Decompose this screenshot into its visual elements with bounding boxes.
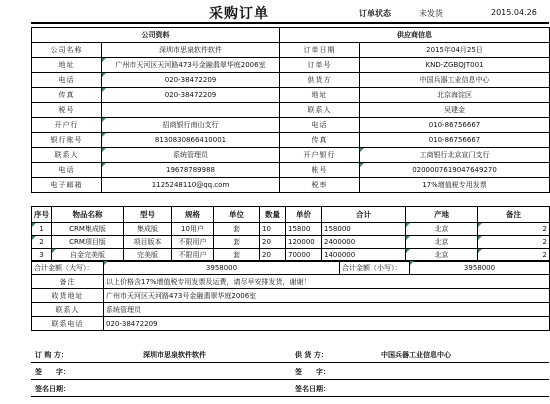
contact-phone-label: 联系电话 [32,317,104,331]
order-status-label: 订单状态 [359,9,391,18]
column-header: 单价 [286,207,322,223]
supplier-label: 订单日期 [280,43,360,58]
buyer-value[interactable]: 深圳市思泉软件软件 [143,351,206,359]
order-date-value: 2015.04.26 [491,8,537,17]
notes-table [31,260,550,331]
item-cell[interactable]: 项目版本 [124,236,172,249]
company-value[interactable] [102,103,280,118]
total-lower-label: 合计金额（小写）： [340,261,410,275]
remarks-value[interactable]: 以上价格含17%增值税专用发票及运费，请尽早安排发货，谢谢！ [104,275,550,289]
column-header: 产地 [406,207,478,223]
delivery-address-value[interactable]: 广州市天河区天河路473号金融翡翠华庭2006室 [104,289,550,303]
item-cell[interactable]: 20 [260,236,286,249]
item-cell[interactable]: 不限用户 [172,236,214,249]
item-cell[interactable]: 1400000 [322,249,406,262]
company-label: 电话 [32,73,102,88]
supplier-value[interactable]: 010-86756667 [360,133,550,148]
contact-value[interactable]: 系统管理员 [104,303,550,317]
item-cell[interactable]: 北京 [406,249,478,262]
table-row [32,223,550,236]
company-value[interactable]: 020-38472209 [102,73,280,88]
company-label: 电话 [32,163,102,178]
company-value[interactable]: 深圳市思泉软件软件 [102,43,280,58]
item-cell[interactable]: CRM集成版 [52,223,124,236]
item-cell[interactable]: 集成版 [124,223,172,236]
column-header: 序号 [32,207,52,223]
item-cell[interactable]: 70000 [286,249,322,262]
item-cell[interactable]: 北京 [406,223,478,236]
supplier-value[interactable]: 2015年04月25日 [360,43,550,58]
supplier-footer-value[interactable]: 中国兵器工业信息中心 [381,351,451,359]
total-upper-label: 合计金额（大写）： [32,261,104,275]
column-header: 规格 [172,207,214,223]
supplier-value[interactable]: 010-86756667 [360,118,550,133]
supplier-section-title: 供应商信息 [280,28,550,43]
supplier-label: 帐号 [280,163,360,178]
company-label: 银行账号 [32,133,102,148]
company-label: 开户行 [32,118,102,133]
supplier-footer-label: 供 货 方： [295,351,328,359]
buyer-label: 订 购 方： [35,351,68,359]
signature-row [31,380,549,397]
item-cell[interactable]: 完美版 [124,249,172,262]
item-cell[interactable]: 不限用户 [172,249,214,262]
company-section-title: 公司资料 [32,28,280,43]
contact-phone-value[interactable]: 020-38472209 [104,317,550,331]
buyer-sign-label: 签 字： [35,368,70,376]
company-value[interactable]: 19678789988 [102,163,280,178]
contact-label: 联系人 [32,303,104,317]
item-cell[interactable]: 套 [214,236,260,249]
company-label: 电子邮箱 [32,178,102,193]
item-cell[interactable]: 3 [32,249,52,262]
supplier-value[interactable]: 0200007619047649270 [360,163,550,178]
item-cell[interactable]: 10用户 [172,223,214,236]
buyer-sign-date-label: 签名日期： [35,385,70,393]
supplier-value[interactable]: KND-ZGBQJT001 [360,58,550,73]
info-table [31,27,550,193]
column-header: 备注 [478,207,550,223]
supplier-label: 供货方 [280,73,360,88]
delivery-address-label: 收货地址 [32,289,104,303]
page-title: 采购订单 [209,6,269,22]
supplier-label: 电话 [280,118,360,133]
signature-row [31,363,549,380]
supplier-label: 传真 [280,133,360,148]
item-cell[interactable]: CRM项目版 [52,236,124,249]
company-value[interactable]: 8130830866410001 [102,133,280,148]
supplier-sign-label: 签 字： [295,368,330,376]
item-cell[interactable]: 套 [214,223,260,236]
item-cell[interactable]: 2400000 [322,236,406,249]
item-cell[interactable]: 套 [214,249,260,262]
company-value[interactable]: 系统管理员 [102,148,280,163]
item-cell[interactable]: 15800 [286,223,322,236]
item-cell[interactable]: 北京 [406,236,478,249]
title-divider [31,22,549,24]
column-header: 单位 [214,207,260,223]
item-cell[interactable]: 1 [32,223,52,236]
supplier-value[interactable]: 17%增值税专用发票 [360,178,550,193]
supplier-label: 税率 [280,178,360,193]
column-header: 物品名称 [52,207,124,223]
purchase-order-sheet [31,0,549,404]
company-label: 传真 [32,88,102,103]
column-header: 合计 [322,207,406,223]
company-label: 地址 [32,58,102,73]
item-cell[interactable]: 2 [478,249,550,262]
remarks-label: 备注 [32,275,104,289]
order-status-value: 未发货 [419,9,443,18]
item-cell[interactable]: 自金完美版 [52,249,124,262]
company-label: 税号 [32,103,102,118]
total-upper-value[interactable]: 3958000 [104,261,340,275]
total-lower-value[interactable]: 3958000 [410,261,550,275]
table-row [32,236,550,249]
column-header: 数量 [260,207,286,223]
supplier-value[interactable]: 吴建金 [360,103,550,118]
supplier-sign-date-label: 签名日期： [295,385,330,393]
company-value[interactable]: 1125248110@qq.com [102,178,280,193]
item-cell[interactable]: 20 [260,249,286,262]
company-label: 公司名称 [32,43,102,58]
supplier-label: 地址 [280,88,360,103]
supplier-label: 联系人 [280,103,360,118]
company-value[interactable]: 广州市天河区天河路473号金融翡翠华庭2006室 [102,58,280,73]
column-header: 型号 [124,207,172,223]
item-cell[interactable]: 2 [32,236,52,249]
supplier-value[interactable]: 工商银行北京宣门支行 [360,148,550,163]
supplier-label: 订单号 [280,58,360,73]
company-value[interactable]: 招商银行南山支行 [102,118,280,133]
item-cell[interactable]: 120000 [286,236,322,249]
company-value[interactable]: 020-38472209 [102,88,280,103]
items-table [31,206,550,262]
item-cell[interactable]: 10 [260,223,286,236]
supplier-value[interactable]: 北京海淀区 [360,88,550,103]
item-cell[interactable]: 2 [478,236,550,249]
signature-row [31,346,549,363]
item-cell[interactable]: 2 [478,223,550,236]
company-label: 联系人 [32,148,102,163]
supplier-label: 开户银行 [280,148,360,163]
supplier-value[interactable]: 中国兵器工业信息中心 [360,73,550,88]
item-cell[interactable]: 158000 [322,223,406,236]
